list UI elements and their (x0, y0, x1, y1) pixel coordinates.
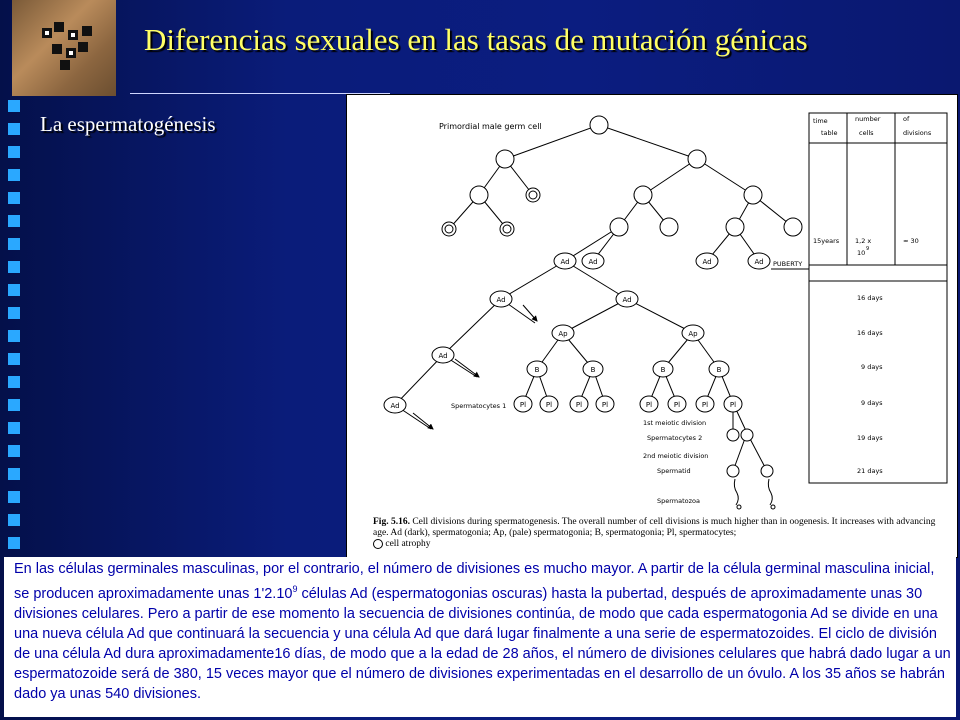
paragraph-part2: células Ad (espermatogonias oscuras) hasta la pubertad, después de aproximadamente unas 30 divisiones celulares. Pero a partir de ese momento la secuencia de divisiones continúa, de modo que cada espermatogonia Ad se divide en una una nueva célula Ad que continuará la secuencia y una célula Ad que dará lugar finalmente a una serie de espermatozoides. El ciclo de división de una célula Ad dura aproximadamente16 días, de modo que a la edad de 28 años, el número de divisiones celulares que habrá dado lugar a un espermatozoide será de 380, 15 veces mayor que el número de divisiones experimentadas en el desarrollo de un óvulo. A los 35 años se habrán dado ya unas 540 divisiones. (14, 585, 951, 702)
spermatozoa-label: Spermatozoa (657, 497, 701, 505)
table-days: 9 days (861, 363, 883, 371)
table-days: 9 days (861, 399, 883, 407)
cell-label-ad: Ad (560, 258, 570, 266)
cell-label-ad: Ad (438, 352, 448, 360)
table-days: 21 days (857, 467, 883, 475)
cell-label-pl: Pl (601, 401, 609, 409)
cell-label-b: B (590, 366, 596, 374)
lineage-lines (395, 125, 793, 471)
spermatozoa-icons (734, 479, 775, 509)
caption-atrophy: cell atrophy (385, 539, 431, 550)
cell-label-b: B (716, 366, 722, 374)
slide-subtitle: La espermatogénesis (40, 112, 216, 136)
cell-circles (442, 116, 802, 236)
cell-label-ad: Ad (702, 258, 712, 266)
cell-label-pl: Pl (519, 401, 527, 409)
puberty-label: PUBERTY (773, 260, 803, 268)
cell-label-ap: Ap (558, 330, 568, 338)
cell-label-pl: Pl (701, 401, 709, 409)
cell-label-ad: Ad (588, 258, 598, 266)
caption-lead: Fig. 5.16. (373, 517, 410, 527)
cell-label-b: B (534, 366, 540, 374)
table-header-divisions: divisions (903, 129, 932, 137)
decorative-square-strip (8, 100, 24, 560)
table-cells-exp: 10 (857, 249, 866, 257)
paragraph-part1: En las células germinales masculinas, por el contrario, el número de divisiones es mucho mayor. A partir de la célula germinal masculina inicial, se producen aproximadamente unas 1'2.10 (14, 561, 935, 602)
cell-label-pl: Pl (545, 401, 553, 409)
table-days: 19 days (857, 434, 883, 442)
university-logo (12, 0, 116, 96)
cell-label-b: B (660, 366, 666, 374)
spermatogenesis-figure (346, 94, 958, 558)
meiotic1-label: 1st meiotic division (643, 419, 707, 427)
spermatocytes1-label: Spermatocytes 1 (451, 402, 507, 410)
explanation-paragraph (4, 557, 956, 717)
table-days: 16 days (857, 294, 883, 302)
table-header-table: table (821, 129, 838, 137)
cell-label-ad: Ad (754, 258, 764, 266)
cell-label-pl: Pl (729, 401, 737, 409)
caption-text: Cell divisions during spermatogenesis. The overall number of cell divisions is much higher than in oogenesis. It increases with advancing age. Ad (dark), spermatogonia; Ap, (pale) spermatogonia; B, spermatogonia; Pl, spermatocytes; (373, 517, 936, 538)
cell-label-pl: Pl (673, 401, 681, 409)
table-days: 16 days (857, 329, 883, 337)
table-header-number: number (855, 115, 881, 123)
atrophy-circle-icon (373, 539, 383, 549)
spermatid-label: Spermatid (657, 467, 691, 475)
cell-label-pl: Pl (575, 401, 583, 409)
meiotic2-label: 2nd meiotic division (643, 452, 709, 460)
table-divisions-value: ≈ 30 (903, 237, 919, 245)
slide-title: Diferencias sexuales en las tasas de mutación génicas (144, 22, 808, 57)
table-header-time: time (813, 117, 828, 125)
figure-caption (373, 517, 951, 550)
primordial-cell-label: Primordial male germ cell (439, 122, 542, 131)
cell-label-pl: Pl (645, 401, 653, 409)
table-cells-exp-sup: 9 (866, 246, 870, 252)
cell-label-ad: Ad (390, 402, 400, 410)
cell-label-ad: Ad (496, 296, 506, 304)
table-header-of: of (903, 115, 910, 123)
paragraph-superscript: 9 (292, 584, 298, 594)
table-header-cells: cells (859, 129, 874, 137)
cell-label-ap: Ap (688, 330, 698, 338)
cell-label-ad: Ad (622, 296, 632, 304)
table-cells-value: 1,2 x (855, 237, 872, 245)
labeled-cells (384, 253, 773, 477)
spermatocytes2-label: Spermatocytes 2 (647, 434, 703, 442)
table-time-15years: 15years (813, 237, 840, 245)
